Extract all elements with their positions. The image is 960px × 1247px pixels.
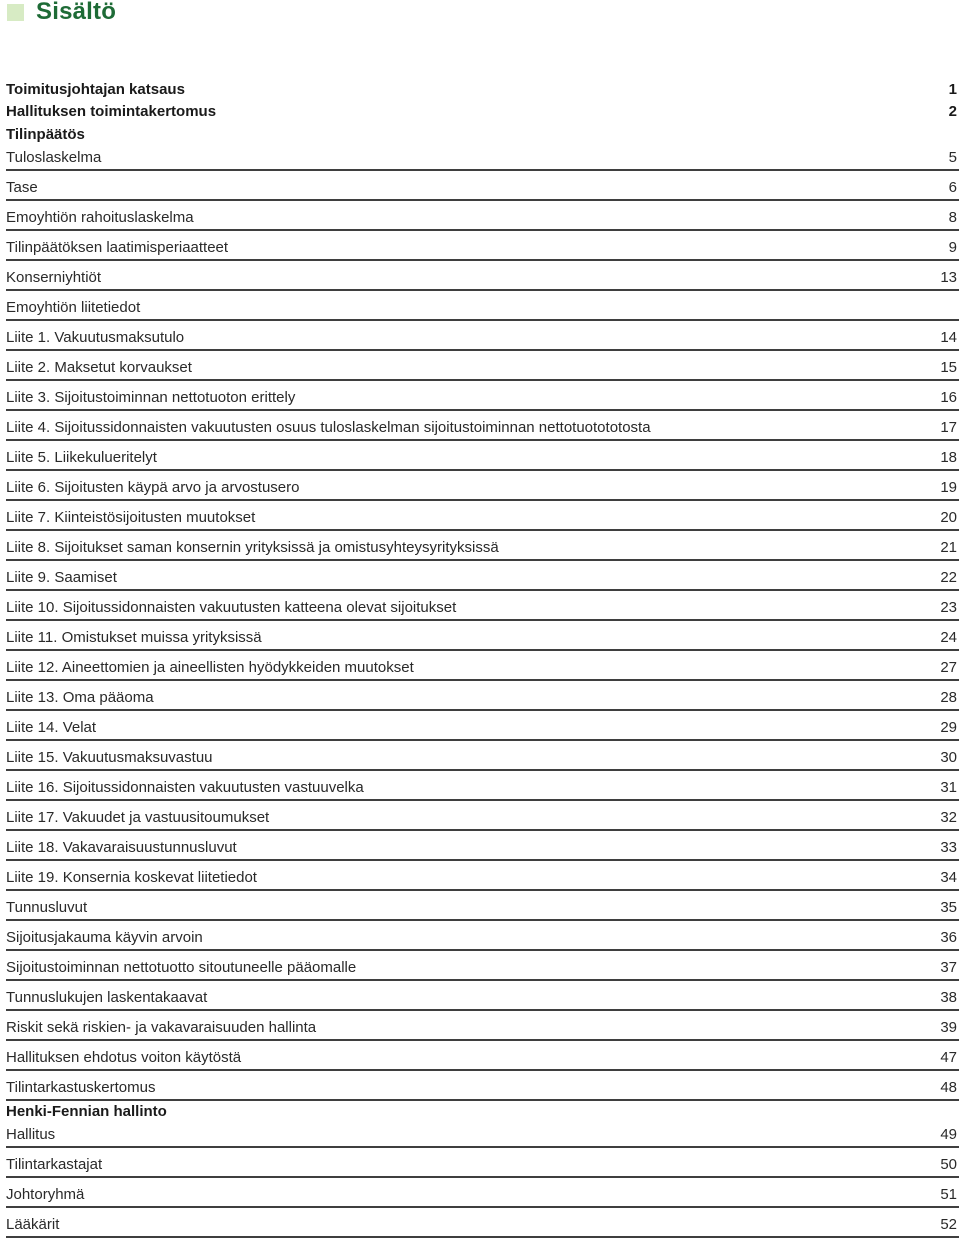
toc-page-number: 39 <box>940 1018 957 1036</box>
toc-page-number: 33 <box>940 838 957 856</box>
toc-row[interactable] <box>6 561 959 591</box>
toc-page-number: 14 <box>940 328 957 346</box>
toc-row[interactable] <box>6 146 959 171</box>
toc-page-number: 36 <box>940 928 957 946</box>
toc-row[interactable] <box>6 291 959 321</box>
toc-page-number: 51 <box>940 1186 957 1203</box>
toc-entry-label: Tilintarkastuskertomus <box>6 1078 156 1096</box>
toc-page-number: 17 <box>940 418 957 436</box>
toc-row[interactable] <box>6 1071 959 1101</box>
toc-row[interactable] <box>6 261 959 291</box>
toc-entry-label: Toimitusjohtajan katsaus <box>6 80 185 98</box>
toc-row[interactable] <box>6 321 959 351</box>
toc-page-number: 8 <box>948 208 957 226</box>
toc-entry-label: Liite 17. Vakuudet ja vastuusitoumukset <box>6 808 270 826</box>
toc-entry-label: Tilinpäätöksen laatimisperiaatteet <box>6 238 229 256</box>
toc-page-number: 29 <box>940 718 957 736</box>
toc-entry-label: Tase <box>6 178 38 196</box>
toc-entry-label: Hallituksen toimintakertomus <box>6 103 217 120</box>
toc-row[interactable] <box>6 101 959 124</box>
toc-row[interactable] <box>6 861 959 891</box>
toc-entry-label: Liite 9. Saamiset <box>6 568 117 586</box>
toc-row[interactable] <box>6 501 959 531</box>
toc-page-number: 24 <box>940 628 957 646</box>
toc-row[interactable] <box>6 441 959 471</box>
toc-row[interactable] <box>6 171 959 201</box>
toc-page-number: 18 <box>940 448 957 466</box>
toc-entry-label: Liite 19. Konsernia koskevat liitetiedot <box>6 868 257 886</box>
toc-page-number: 49 <box>940 1126 957 1143</box>
toc-entry-label: Hallituksen ehdotus voiton käytöstä <box>6 1048 242 1066</box>
toc-page-number: 21 <box>940 538 957 556</box>
toc-page-number: 48 <box>940 1078 957 1096</box>
toc-row[interactable] <box>6 78 959 101</box>
toc-page-number: 5 <box>948 148 957 166</box>
toc-row[interactable] <box>6 1123 959 1148</box>
toc-row[interactable] <box>6 471 959 501</box>
toc-row[interactable] <box>6 1208 959 1238</box>
toc-row[interactable] <box>6 123 959 146</box>
header-square-icon <box>7 4 24 21</box>
toc-page-number: 38 <box>940 988 957 1006</box>
toc-entry-label: Tilintarkastajat <box>6 1156 103 1173</box>
toc-entry-label: Liite 6. Sijoitusten käypä arvo ja arvostusero <box>6 478 300 496</box>
toc-page-number: 1 <box>948 80 957 98</box>
toc-entry-label: Sijoitustoiminnan nettotuotto sitoutuneelle pääomalle <box>6 958 357 976</box>
toc-entry-label: Tuloslaskelma <box>6 148 102 166</box>
toc-page-number: 15 <box>940 358 957 376</box>
toc-entry-label: Sijoitusjakauma käyvin arvoin <box>6 928 203 946</box>
toc-page-number: 52 <box>940 1216 957 1233</box>
toc-page-number: 31 <box>940 778 957 796</box>
toc-entry-label: Liite 13. Oma pääoma <box>6 688 154 706</box>
toc-entry-label: Liite 10. Sijoitussidonnaisten vakuutusten katteena olevat sijoitukset <box>6 598 457 616</box>
toc-page-number: 35 <box>940 898 957 916</box>
toc-page-number: 37 <box>940 958 957 976</box>
toc-entry-label: Tunnuslukujen laskentakaavat <box>6 988 208 1006</box>
toc-page-number: 30 <box>940 748 957 766</box>
toc-row[interactable] <box>6 1011 959 1041</box>
toc-row[interactable] <box>6 531 959 561</box>
toc-entry-label: Liite 7. Kiinteistösijoitusten muutokset <box>6 508 256 526</box>
toc-row[interactable] <box>6 681 959 711</box>
toc-entry-label: Emoyhtiön rahoituslaskelma <box>6 208 194 226</box>
page-header <box>7 0 116 24</box>
toc-page-number: 22 <box>940 568 957 586</box>
toc-row[interactable] <box>6 831 959 861</box>
toc-row[interactable] <box>6 711 959 741</box>
toc-page-number: 50 <box>940 1156 957 1173</box>
toc-page-number: 27 <box>940 658 957 676</box>
toc-page-number: 16 <box>940 388 957 406</box>
toc-row[interactable] <box>6 921 959 951</box>
toc-row[interactable] <box>6 201 959 231</box>
toc-page-number: 32 <box>940 808 957 826</box>
toc-entry-label: Liite 15. Vakuutusmaksuvastuu <box>6 748 213 766</box>
toc-page-number: 20 <box>940 508 957 526</box>
toc-row[interactable] <box>6 411 959 441</box>
toc-entry-label: Lääkärit <box>6 1216 60 1233</box>
toc-entry-label: Tilinpäätös <box>6 125 85 143</box>
toc-entry-label: Liite 14. Velat <box>6 718 97 736</box>
toc-page-number: 47 <box>940 1048 957 1066</box>
toc-row[interactable] <box>6 351 959 381</box>
toc-page-number: 34 <box>940 868 957 886</box>
toc-page-number: 13 <box>940 268 957 286</box>
toc-entry-label: Liite 1. Vakuutusmaksutulo <box>6 328 185 346</box>
toc-entry-label: Liite 8. Sijoitukset saman konsernin yrityksissä ja omistusyhteysyrityksissä <box>6 538 499 556</box>
toc-entry-label: Liite 11. Omistukset muissa yrityksissä <box>6 628 262 646</box>
page-title: Sisältö <box>36 0 117 25</box>
toc-row[interactable] <box>6 1041 959 1071</box>
toc-page-number: 2 <box>948 103 957 120</box>
table-of-contents <box>6 78 959 1238</box>
toc-row[interactable] <box>6 621 959 651</box>
toc-entry-label: Liite 5. Liikekulueritelyt <box>6 448 157 466</box>
toc-entry-label: Liite 18. Vakavaraisuustunnusluvut <box>6 838 237 856</box>
toc-row[interactable] <box>6 951 959 981</box>
toc-entry-label: Johtoryhmä <box>6 1186 85 1203</box>
toc-entry-label: Liite 16. Sijoitussidonnaisten vakuutusten vastuuvelka <box>6 778 364 796</box>
toc-entry-label: Riskit sekä riskien- ja vakavaraisuuden hallinta <box>6 1018 317 1036</box>
toc-page-number: 19 <box>940 478 957 496</box>
toc-row[interactable] <box>6 381 959 411</box>
toc-entry-label: Hallitus <box>6 1126 56 1143</box>
toc-entry-label: Tunnusluvut <box>6 898 88 916</box>
toc-page-number: 6 <box>948 178 957 196</box>
toc-entry-label: Henki-Fennian hallinto <box>6 1103 167 1120</box>
toc-entry-label: Liite 12. Aineettomien ja aineellisten hyödykkeiden muutokset <box>6 658 414 676</box>
toc-row[interactable] <box>6 231 959 261</box>
toc-page-number: 28 <box>940 688 957 706</box>
toc-row[interactable] <box>6 1101 959 1124</box>
toc-page-number: 9 <box>948 238 957 256</box>
toc-entry-label: Liite 3. Sijoitustoiminnan nettotuoton erittely <box>6 388 296 406</box>
toc-row[interactable] <box>6 981 959 1011</box>
toc-row[interactable] <box>6 1148 959 1178</box>
toc-entry-label: Emoyhtiön liitetiedot <box>6 298 141 316</box>
toc-row[interactable] <box>6 741 959 771</box>
toc-row[interactable] <box>6 651 959 681</box>
toc-row[interactable] <box>6 771 959 801</box>
toc-entry-label: Konserniyhtiöt <box>6 268 102 286</box>
toc-row[interactable] <box>6 591 959 621</box>
toc-row[interactable] <box>6 891 959 921</box>
toc-page-number: 23 <box>940 598 957 616</box>
toc-entry-label: Liite 2. Maksetut korvaukset <box>6 358 192 376</box>
toc-row[interactable] <box>6 1178 959 1208</box>
toc-row[interactable] <box>6 801 959 831</box>
toc-entry-label: Liite 4. Sijoitussidonnaisten vakuutusten osuus tuloslaskelman sijoitustoiminnan nettotuotototosta <box>6 418 651 436</box>
